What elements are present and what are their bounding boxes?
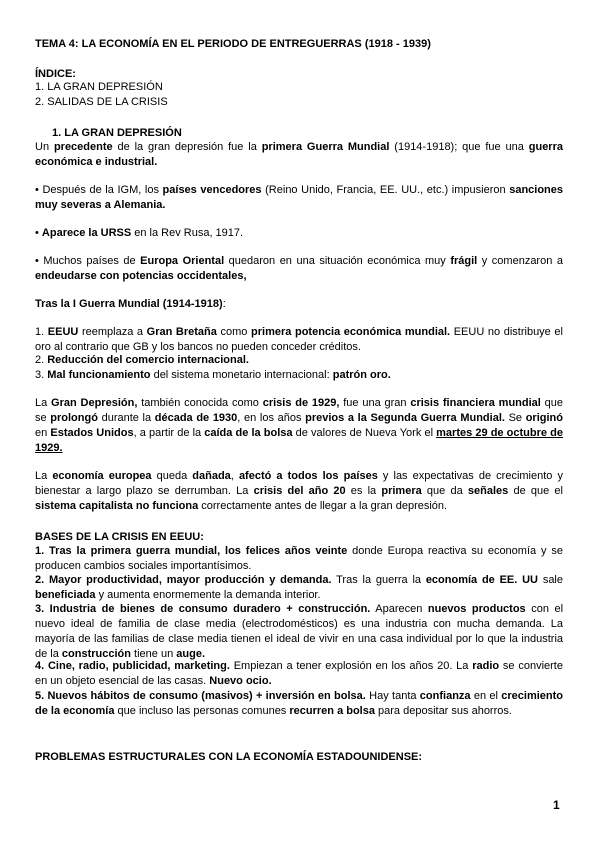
bases-item-2: 2. Mayor productividad, mayor producción y demanda. Tras la guerra la economía de EE. UU sale beneficiada y aumenta enormemente la demanda interior. <box>35 574 563 601</box>
document-title: TEMA 4: LA ECONOMÍA EN EL PERIODO DE ENTREGUERRAS (1918 - 1939) <box>35 38 431 50</box>
index-item-1: 1. LA GRAN DEPRESIÓN <box>35 81 163 93</box>
bases-item-1: 1. Tras la primera guerra mundial, los felices años veinte donde Europa reactiva su economía y se producen cambios sociales importantísimos. <box>35 545 563 572</box>
index-heading: ÍNDICE: <box>35 68 76 80</box>
bullet-europa-oriental: • Muchos países de Europa Oriental quedaron en una situación económica muy frágil y comenzaron a endeudarse con potencias occidentales, <box>35 255 563 282</box>
bullet-urss: • Aparece la URSS en la Rev Rusa, 1917. <box>35 227 244 239</box>
section-heading-gran-depresion: 1. LA GRAN DEPRESIÓN <box>52 127 182 139</box>
paragraph-economia-europea: La economía europea queda dañada, afectó a todos los países y las expectativas de crecimiento y bienestar a largo plazo se derrumban. La crisis del año 20 es la primera que da señales de que el sistema capitalista no funciona correctamente antes de llegar a la gran depresión. <box>35 470 563 512</box>
tras-guerra-heading: Tras la I Guerra Mundial (1914-1918): <box>35 298 226 310</box>
page-number: 1 <box>553 798 560 812</box>
bases-item-5: 5. Nuevos hábitos de consumo (masivos) + inversión en bolsa. Hay tanta confianza en el crecimiento de la economía que incluso las personas comunes recurren a bolsa para depositar sus ahorros. <box>35 690 564 717</box>
paragraph-gran-depresion: La Gran Depresión, también conocida como crisis de 1929, fue una gran crisis financiera mundial que se prolongó durante la década de 1930, en los años previos a la Segunda Guerra Mundial. Se originó en Estados Unidos, a partir de la caída de la bolsa de valores de Nueva York el martes 29 de octubre de 1929. <box>35 397 564 454</box>
list-item-3: 3. Mal funcionamiento del sistema monetario internacional: patrón oro. <box>35 369 391 381</box>
bases-crisis-heading: BASES DE LA CRISIS EN EEUU: <box>35 531 204 543</box>
index-item-2: 2. SALIDAS DE LA CRISIS <box>35 96 168 108</box>
bullet-paises-vencedores: • Después de la IGM, los países vencedores (Reino Unido, Francia, EE. UU., etc.) impusieron sanciones muy severas a Alemania. <box>35 184 564 211</box>
problemas-estructurales-heading: PROBLEMAS ESTRUCTURALES CON LA ECONOMÍA ESTADOUNIDENSE: <box>35 751 423 763</box>
list-item-2: 2. Reducción del comercio internacional. <box>35 354 249 366</box>
paragraph-precedente: Un precedente de la gran depresión fue la primera Guerra Mundial (1914-1918); que fue una guerra económica e industrial. <box>35 141 563 168</box>
bases-item-4: 4. Cine, radio, publicidad, marketing. Empiezan a tener explosión en los años 20. La radio se convierte en un objeto esencial de las casas. Nuevo ocio. <box>35 660 563 687</box>
list-item-1: 1. EEUU reemplaza a Gran Bretaña como primera potencia económica mundial. EEUU no distribuye el oro al contrario que GB y los bancos no pueden conceder créditos. <box>35 326 563 353</box>
bases-item-3: 3. Industria de bienes de consumo duradero + construcción. Aparecen nuevos productos con el nuevo ideal de familia de clase media (electrodomésticos) es una industria con mucha demanda. La mayoría de las familias de clase media tienen el ideal de vivir en una casa individual por lo que la industria de la construcción tiene un auge. <box>35 603 564 660</box>
